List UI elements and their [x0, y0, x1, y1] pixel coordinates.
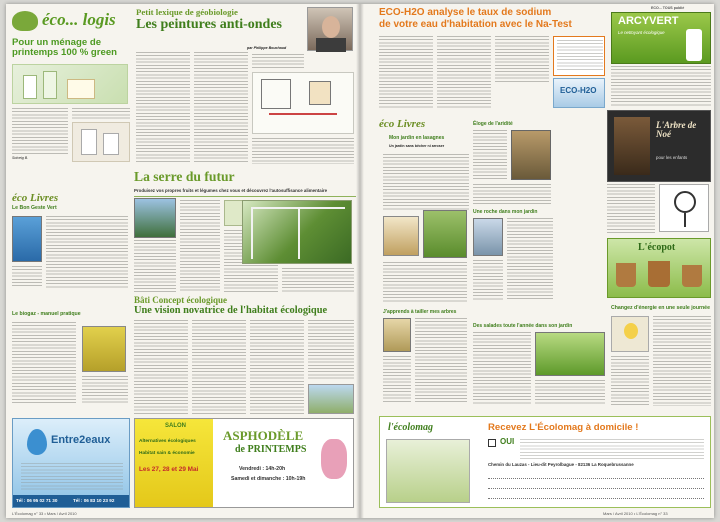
book-cover [423, 210, 467, 258]
book-cover [134, 198, 176, 238]
body-text [415, 318, 467, 404]
arbre-noe-ad [607, 110, 711, 182]
body-text [82, 376, 128, 404]
ad-text [21, 463, 123, 491]
body-text [383, 356, 411, 404]
tree-logo [659, 184, 709, 232]
house-photo [308, 384, 354, 414]
page-footer: Mars / Avril 2010 • L'Écolomag n° 33 [603, 511, 668, 516]
eco-logis-header [12, 10, 126, 36]
body-text [308, 320, 354, 380]
room-drawing [261, 79, 291, 109]
book-title: Des salades toute l'année dans son jardin [473, 323, 573, 329]
greenhouse-photo [242, 200, 352, 264]
book-image [614, 117, 650, 175]
right-page [361, 4, 714, 518]
subscription-title: Recevez L'Écolomag à domicile ! [488, 422, 639, 433]
wave-line [269, 113, 337, 115]
divider [134, 196, 356, 197]
page-footer: L'Écolomag n° 33 • Mars / Avril 2010 [12, 511, 77, 516]
shirt-shape [316, 38, 346, 52]
body-text [611, 356, 649, 406]
ad-brand: Entre2eaux [51, 434, 111, 446]
body-text [72, 108, 130, 120]
product-box [81, 129, 97, 155]
book-subtitle: Un jardin sans bêcher ni arroser [389, 144, 445, 148]
body-text [136, 52, 190, 164]
book-cover [12, 216, 42, 262]
info-box-text [557, 40, 603, 72]
product-box [103, 133, 119, 155]
bottle-shape [43, 71, 57, 99]
ad-subtitle: pour les enfants [656, 155, 688, 160]
oui-label: OUI [500, 437, 515, 446]
article-title: La serre du futur [134, 169, 235, 184]
eco-h2o-product [553, 78, 605, 108]
article-kicker: Bâti Concept écologique [134, 295, 227, 305]
pot-shape [616, 263, 636, 287]
subscription-address: Chemin du Lauzas - Lieu-dit Peyrolbague - 82136 La Roquebrussanne [488, 462, 634, 467]
bulb-icon [624, 323, 638, 339]
tree-crown-icon [674, 191, 696, 213]
bottle-shape [686, 29, 702, 61]
pot-shape [648, 261, 670, 287]
book-title: Éloge de l'aridité [473, 121, 513, 127]
name-field[interactable] [488, 473, 704, 479]
author-portrait [307, 7, 353, 51]
body-text [252, 54, 304, 70]
ad-brand: L'écopot [638, 242, 676, 253]
section-title: éco Livres [379, 118, 426, 130]
body-text [495, 36, 549, 84]
article-title: Les peintures anti-ondes [136, 17, 282, 33]
ad-title: L'Arbre de Noé [656, 120, 697, 140]
body-text [473, 184, 551, 204]
salon-kicker: SALON [165, 423, 186, 429]
article-title: Pour un ménage de printemps 100 % green [12, 37, 118, 59]
arcyvert-ad [611, 12, 711, 64]
form-text [520, 439, 704, 459]
article-title: Changez d'énergie en une seule journée [611, 305, 710, 311]
salad-photo [535, 332, 605, 376]
cleaning-products-photo [12, 64, 128, 104]
body-text [250, 320, 304, 416]
ad-header: ECO... TOUS publié [651, 6, 685, 10]
article-title-line: de votre eau d'habitation avec le Na-Test [379, 19, 572, 30]
body-text [653, 316, 711, 406]
salon-line: Habitat sain & économie [139, 451, 195, 456]
body-text [383, 262, 467, 302]
phone-number: Tél : 06 83 10 23 92 [73, 498, 115, 503]
flower-illustration [321, 439, 347, 479]
body-text [192, 320, 246, 416]
salon-hours: Samedi et dimanche : 10h-19h [231, 476, 306, 482]
product-name: ECO-H2O [560, 86, 597, 95]
salon-hours: Vendredi : 14h-20h [239, 466, 286, 472]
subscription-form [379, 416, 711, 508]
ad-text [611, 66, 711, 106]
book-title: Une roche dans mon jardin [473, 209, 538, 215]
salon-brand-sub: de PRINTEMPS [235, 444, 307, 455]
book-cover [82, 326, 126, 372]
article-subtitle: Produisez vos propres fruits et légumes chez vous et découvrez l'autosuffisance alimentaire [134, 188, 328, 193]
section-title: éco Livres [12, 192, 59, 204]
box-shape [67, 79, 95, 99]
face-shape [322, 16, 340, 38]
article-title: Une vision novatrice de l'habitat écologique [134, 305, 328, 316]
book-title: J'apprends à tailler mes arbres [383, 309, 457, 315]
address-field[interactable] [488, 483, 704, 489]
ad-brand: ARCYVERT [618, 15, 679, 27]
article-byline: par Philippe Bouchaud [247, 46, 287, 50]
article-title-line: ECO-H2O analyse le taux de sodium [379, 7, 552, 18]
ad-phone-bar [13, 495, 129, 507]
ad-text [607, 184, 655, 234]
body-text [180, 200, 220, 292]
body-text [379, 36, 433, 108]
body-text [507, 218, 553, 300]
salon-brand: ASPHODÈLE [223, 428, 304, 443]
body-text [134, 240, 176, 292]
salon-dates: Les 27, 28 et 29 Mai [139, 466, 199, 473]
salon-line: Alternatives écologiques [139, 439, 196, 444]
left-page [6, 4, 359, 518]
body-text [134, 320, 188, 416]
book-title: Mon jardin en lasagnes [389, 135, 445, 141]
book-cover [383, 216, 419, 256]
magazine-covers [386, 439, 470, 503]
magazine-spread [6, 4, 714, 518]
body-text [473, 260, 503, 300]
house-plant-icon [12, 11, 38, 31]
ecopot-ad [607, 238, 711, 298]
greenhouse-frame [298, 207, 300, 259]
photo-caption: Solveig B. [12, 156, 29, 160]
salon-ad [134, 418, 354, 508]
body-text [12, 266, 42, 288]
body-text [535, 380, 605, 404]
diagram-illustration [252, 72, 354, 134]
pot-shape [682, 265, 702, 287]
light-bulb-illustration [611, 316, 649, 352]
body-text [46, 216, 128, 288]
lexique-header [136, 8, 286, 33]
body-text [12, 108, 68, 154]
water-drop-icon [27, 429, 47, 455]
article-kicker: Petit lexique de géobiologie [136, 7, 238, 17]
phone-number: Tél : 06 95 02 71 30 [16, 498, 58, 503]
tree-trunk-icon [684, 213, 686, 227]
book-title: Le biogaz - manuel pratique [12, 311, 81, 317]
bottle-shape [23, 75, 37, 99]
room-drawing [309, 81, 331, 105]
entre2eaux-ad [12, 418, 130, 508]
city-field[interactable] [488, 493, 704, 499]
body-text [12, 322, 76, 404]
body-text [282, 268, 354, 292]
oui-checkbox[interactable] [488, 439, 496, 447]
body-text [252, 138, 354, 164]
book-cover [473, 218, 503, 256]
book-cover [383, 318, 411, 352]
book-title: Le Bon Geste Vert [12, 205, 57, 211]
body-text [383, 154, 469, 210]
body-text [437, 36, 491, 108]
section-title: éco... logis [42, 10, 116, 29]
book-cover [511, 130, 551, 180]
body-text [473, 130, 507, 180]
product-photo [72, 122, 130, 162]
info-box [553, 36, 605, 76]
salon-ad-yellow-panel [135, 419, 213, 507]
body-text [473, 332, 531, 404]
ad-tagline: Le nettoyant écologique [618, 30, 665, 35]
greenhouse-frame [251, 207, 253, 259]
body-text [194, 52, 248, 164]
magazine-logo: l'écolomag [388, 422, 433, 433]
